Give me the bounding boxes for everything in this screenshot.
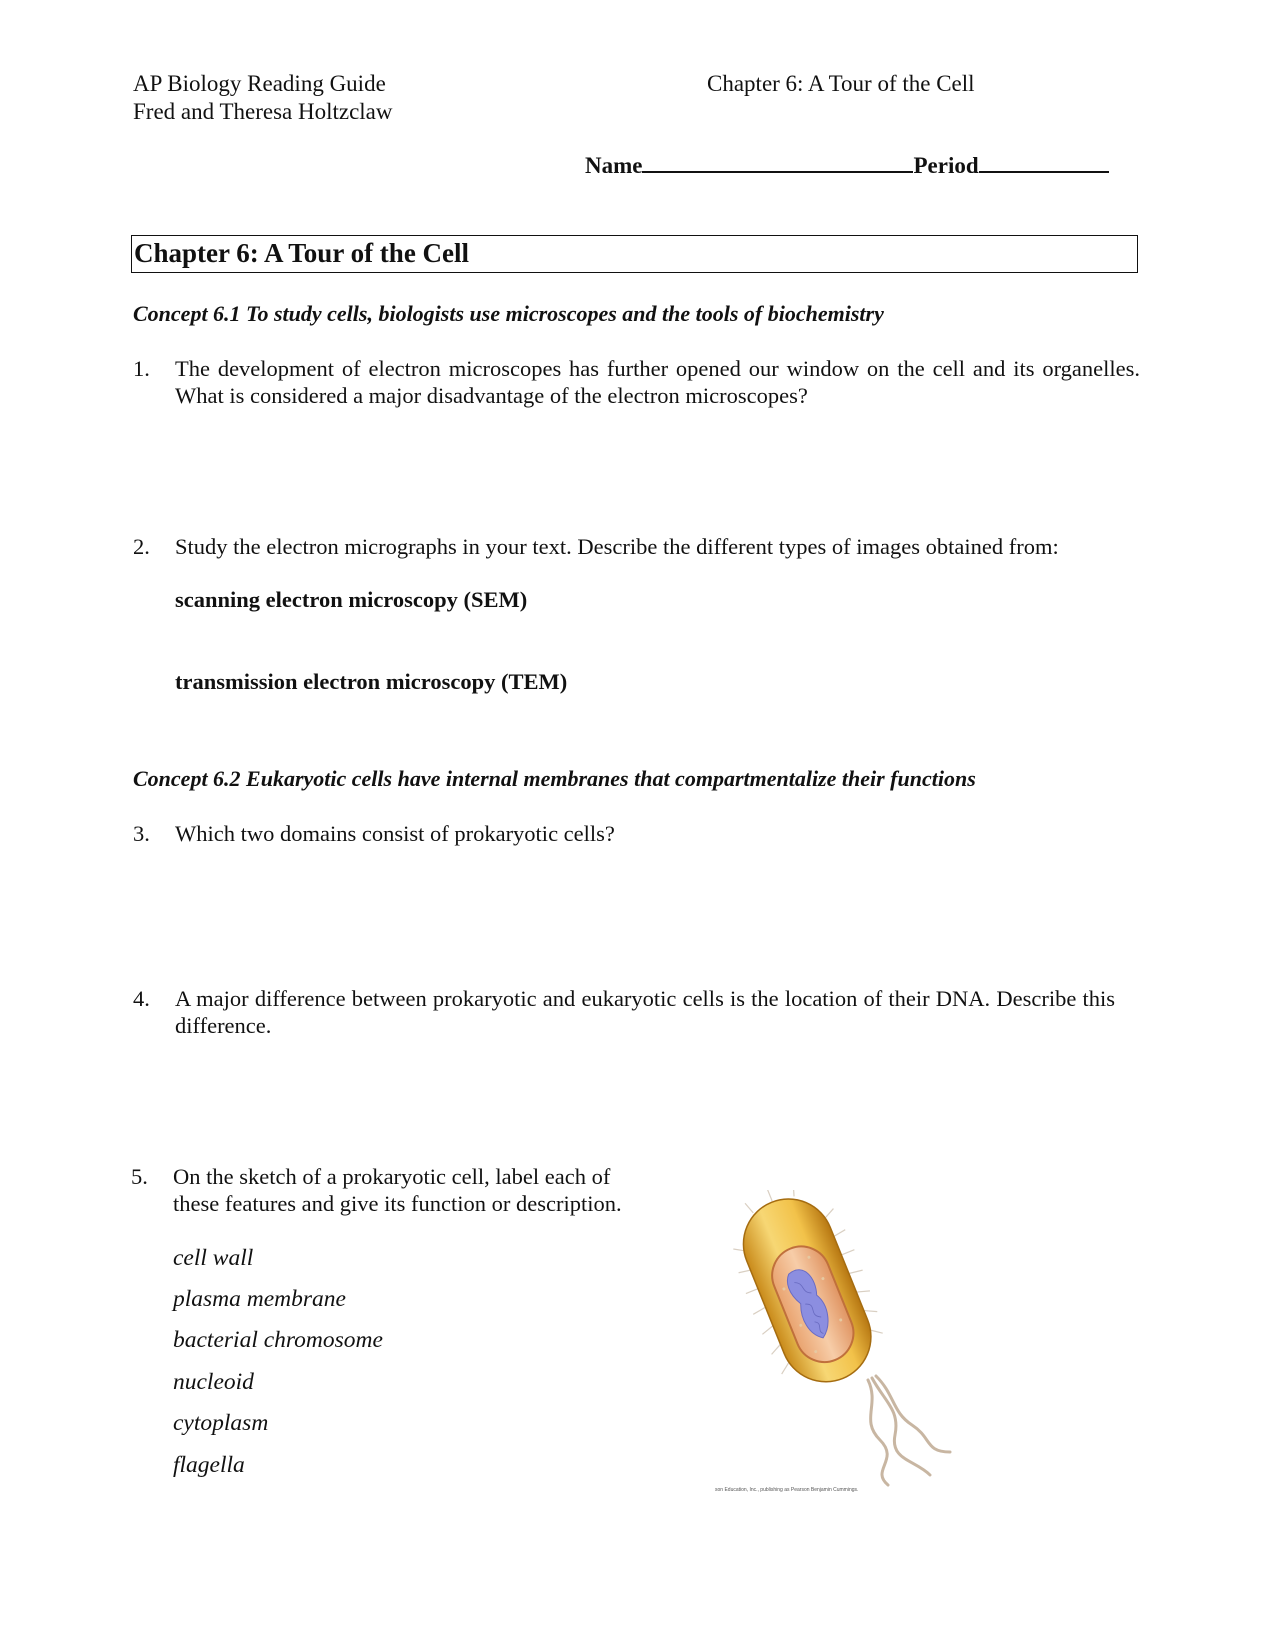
question-text: Study the electron micrographs in your text. Describe the different types of images obtained from: [175, 534, 1059, 559]
concept-6-1-heading: Concept 6.1 To study cells, biologists use microscopes and the tools of biochemistry [133, 301, 884, 326]
chapter-title: Chapter 6: A Tour of the Cell [134, 238, 470, 268]
question-2 [133, 533, 1140, 560]
authors: Fred and Theresa Holtzclaw [133, 99, 393, 124]
label-plasma-membrane: plasma membrane [173, 1286, 346, 1312]
name-blank[interactable] [642, 169, 913, 173]
image-credit: son Education, Inc., publishing as Pearson Benjamin Cummings. [715, 1487, 859, 1493]
label-bacterial-chromosome: bacterial chromosome [173, 1327, 383, 1353]
question-line: these features and give its function or description. [173, 1191, 622, 1216]
label-cytoplasm: cytoplasm [173, 1410, 269, 1436]
question-5 [131, 1163, 622, 1217]
label-cell-wall: cell wall [173, 1245, 254, 1271]
question-1 [133, 355, 1140, 409]
label-flagella: flagella [173, 1452, 245, 1478]
question-text: The development of electron microscopes has further opened our window on the cell and its organelles. What is considered a major disadvantage of the electron microscopes? [175, 356, 1140, 408]
question-3 [133, 820, 1140, 847]
question-text: A major difference between prokaryotic and eukaryotic cells is the location of their DNA. Describe this difference. [175, 986, 1115, 1038]
question-number: 3. [133, 821, 150, 846]
question-text [173, 1163, 622, 1217]
name-period-line [585, 153, 1109, 179]
question-line: On the sketch of a prokaryotic cell, label each of [173, 1164, 611, 1189]
question-number: 2. [133, 534, 150, 559]
label-nucleoid: nucleoid [173, 1369, 254, 1395]
header-chapter: Chapter 6: A Tour of the Cell [707, 71, 975, 96]
period-blank[interactable] [979, 169, 1109, 173]
sem-prompt: scanning electron microscopy (SEM) [175, 587, 528, 612]
flagella-icon [868, 1376, 950, 1485]
tem-prompt: transmission electron microscopy (TEM) [175, 669, 568, 694]
name-label: Name [585, 153, 643, 178]
question-number: 4. [133, 986, 150, 1011]
question-number: 5. [131, 1164, 148, 1189]
concept-6-2-heading: Concept 6.2 Eukaryotic cells have internal membranes that compartmentalize their functions [133, 766, 976, 791]
prokaryotic-cell-illustration [720, 1190, 980, 1490]
period-label: Period [913, 153, 979, 178]
question-4 [133, 985, 1115, 1039]
guide-title: AP Biology Reading Guide [133, 71, 386, 96]
question-number: 1. [133, 356, 150, 381]
chapter-title-box [131, 235, 1138, 273]
question-text: Which two domains consist of prokaryotic cells? [175, 821, 615, 846]
